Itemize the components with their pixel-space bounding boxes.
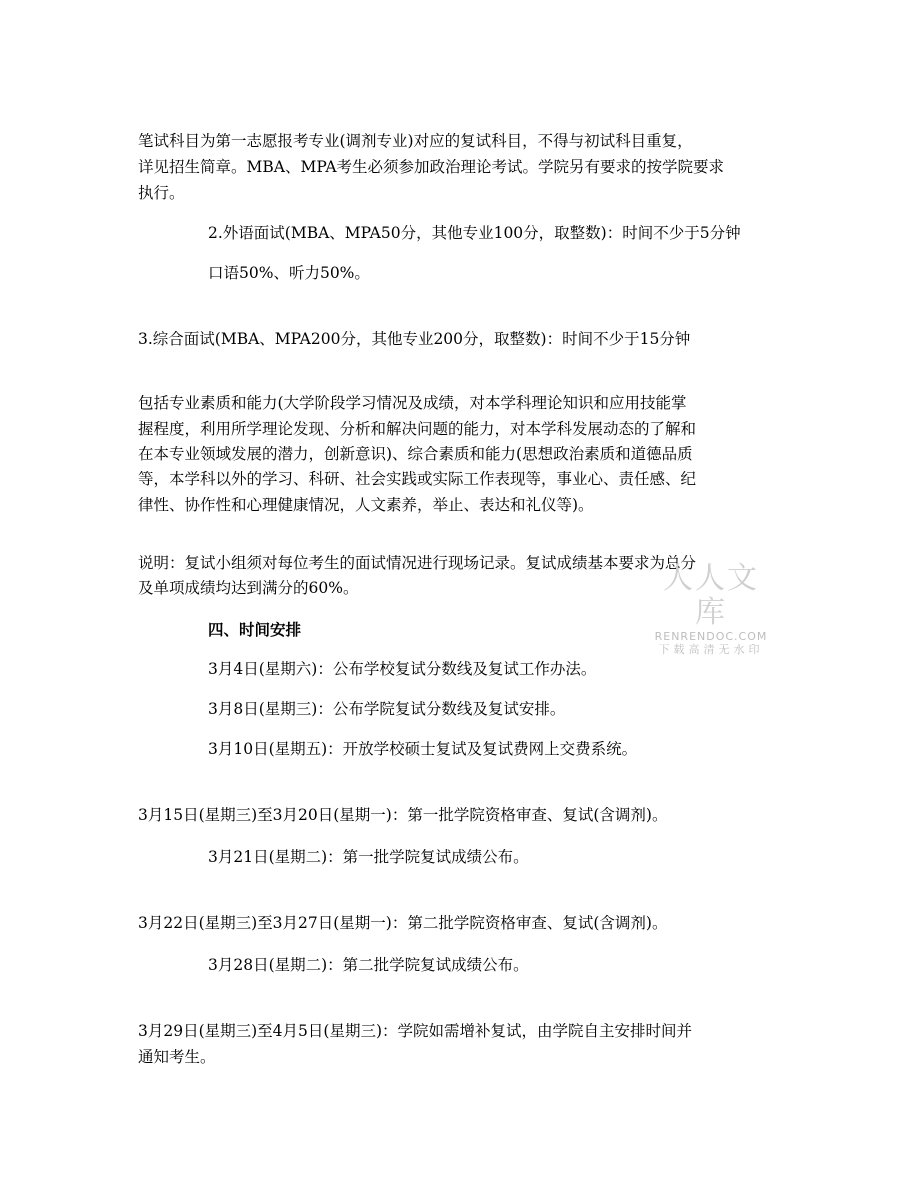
- paragraph-line: 详见招生简章。MBA、MPA考生必须参加政治理论考试。学院另有要求的按学院要求: [138, 158, 725, 176]
- schedule-item: 3月28日(星期二)：第二批学院复试成绩公布。: [208, 956, 529, 974]
- watermark-subtitle: 下载高清无水印: [658, 643, 764, 656]
- schedule-item: 3月4日(星期六)：公布学校复试分数线及复试工作办法。: [208, 660, 597, 678]
- paragraph-line: 笔试科目为第一志愿报考专业(调剂专业)对应的复试科目，不得与初试科目重复，: [138, 132, 693, 150]
- paragraph-line: 等，本学科以外的学习、科研、社会实践或实际工作表现等，事业心、责任感、纪: [138, 470, 697, 488]
- paragraph-line: 包括专业素质和能力(大学阶段学习情况及成绩，对本学科理论知识和应用技能掌: [138, 394, 687, 412]
- schedule-item: 3月29日(星期三)至4月5日(星期三)：学院如需增补复试，由学院自主安排时间并: [138, 1022, 692, 1040]
- paragraph-line: 口语50%、听力50%。: [208, 264, 370, 282]
- watermark: [648, 562, 774, 657]
- note-line: 说明：复试小组须对每位考生的面试情况进行现场记录。复试成绩基本要求为总分: [138, 554, 697, 572]
- paragraph-line: 执行。: [138, 184, 185, 202]
- note-line: 及单项成绩均达到满分的60%。: [138, 579, 359, 597]
- watermark-url: RENRENDOC.COM: [654, 630, 768, 643]
- schedule-item: 3月8日(星期三)：公布学院复试分数线及复试安排。: [208, 700, 566, 718]
- paragraph-line: 在本专业领域发展的潜力，创新意识)、综合素质和能力(思想政治素质和道德品质: [138, 445, 693, 463]
- paragraph-line: 律性、协作性和心理健康情况，人文素养，举止、表达和礼仪等)。: [138, 496, 594, 514]
- section-heading: 四、时间安排: [208, 621, 302, 639]
- schedule-item: 3月22日(星期三)至3月27日(星期一)：第二批学院资格审查、复试(含调剂)。: [138, 914, 668, 932]
- schedule-item: 通知考生。: [138, 1048, 216, 1066]
- watermark-title: 人人文库: [663, 561, 759, 630]
- schedule-item: 3月21日(星期二)：第一批学院复试成绩公布。: [208, 848, 529, 866]
- paragraph-line: 2.外语面试(MBA、MPA50分，其他专业100分，取整数)：时间不少于5分钟: [208, 224, 741, 242]
- paragraph-line: 3.综合面试(MBA、MPA200分，其他专业200分，取整数)：时间不少于15分钟: [138, 330, 691, 348]
- schedule-item: 3月10日(星期五)：开放学校硕士复试及复试费网上交费系统。: [208, 740, 638, 758]
- paragraph-line: 握程度，利用所学理论发现、分析和解决问题的能力，对本学科发展动态的了解和: [138, 420, 697, 438]
- schedule-item: 3月15日(星期三)至3月20日(星期一)：第一批学院资格审查、复试(含调剂)。: [138, 806, 668, 824]
